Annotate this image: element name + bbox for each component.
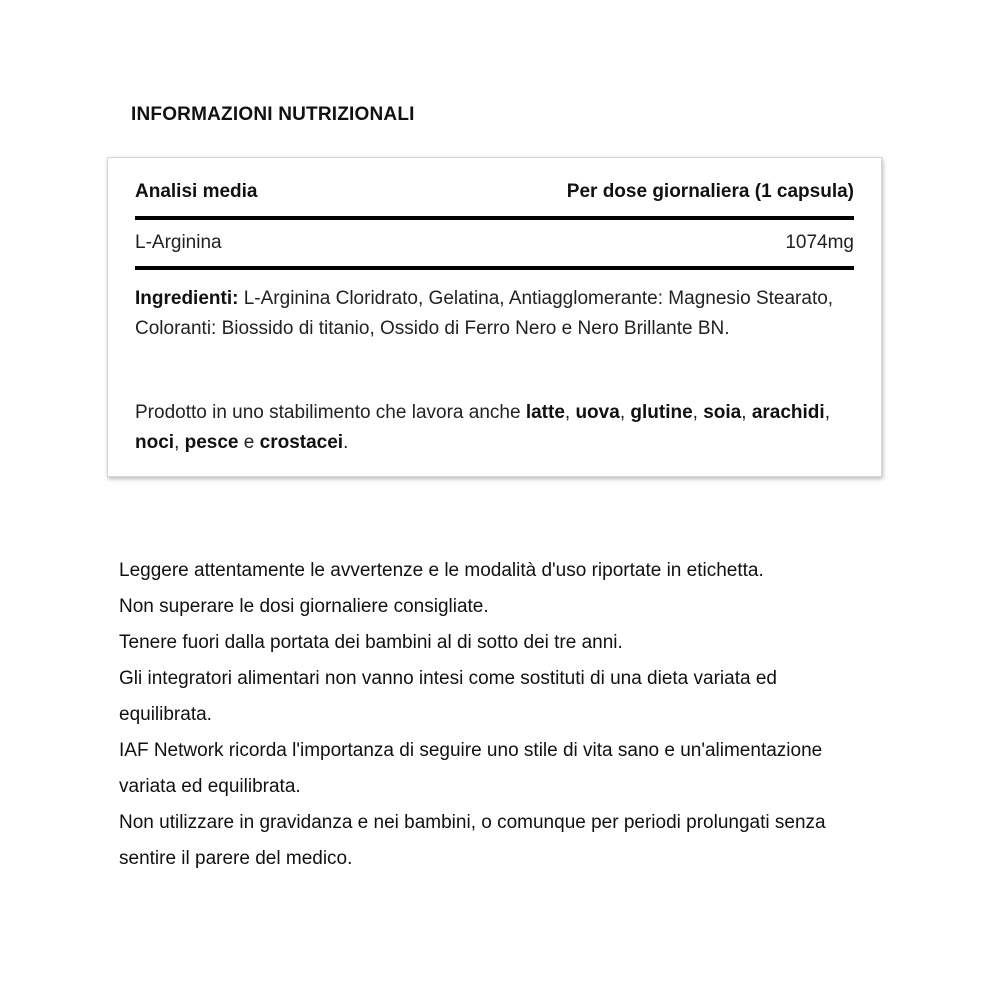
ingredients-label: Ingredienti:	[135, 288, 239, 309]
nutrient-value: 1074mg	[785, 232, 854, 253]
ingredients-paragraph	[135, 284, 854, 344]
allergen-item: arachidi	[751, 402, 825, 423]
warning-line: Gli integratori alimentari non vanno intesi come sostituti di una dieta variata ed equilibrata.	[119, 668, 777, 725]
ingredients-text: L-Arginina Cloridrato, Gelatina, Antiagglomerante: Magnesio Stearato, Coloranti: Biossido di titanio, Ossido di Ferro Nero e Nero Brillante BN.	[135, 288, 834, 339]
allergen-item: uova	[575, 402, 620, 423]
allergen-separator: ,	[692, 402, 704, 423]
warning-line: IAF Network ricorda l'importanza di seguire uno stile di vita sano e un'alimentazione variata ed equilibrata.	[119, 740, 823, 797]
allergen-item: glutine	[630, 402, 693, 423]
allergen-separator: ,	[619, 402, 631, 423]
warnings-list	[119, 553, 839, 877]
nutrient-name: L-Arginina	[135, 232, 222, 253]
allergen-conjunction: e	[238, 432, 260, 453]
allergen-item: soia	[703, 402, 742, 423]
allergen-separator: ,	[741, 402, 752, 423]
allergen-item: crostacei	[259, 432, 344, 453]
table-header-row	[135, 181, 854, 203]
warning-line: Non superare le dosi giornaliere consigliate.	[119, 596, 489, 617]
allergen-item: noci	[135, 432, 175, 453]
header-right-label: Per dose giornaliera (1 capsula)	[566, 181, 854, 202]
header-left-label: Analisi media	[135, 181, 258, 202]
allergen-intro: Prodotto in uno stabilimento che lavora anche	[135, 402, 526, 423]
allergen-item: latte	[525, 402, 565, 423]
warning-line: Tenere fuori dalla portata dei bambini al di sotto dei tre anni.	[119, 632, 623, 653]
allergen-separator: ,	[564, 402, 576, 423]
row-divider	[135, 266, 854, 270]
allergen-item: pesce	[184, 432, 239, 453]
warning-line: Leggere attentamente le avvertenze e le modalità d'uso riportate in etichetta.	[119, 560, 764, 581]
warning-line: Non utilizzare in gravidanza e nei bambini, o comunque per periodi prolungati senza sentire il parere del medico.	[119, 812, 826, 869]
table-row	[135, 232, 854, 254]
header-divider	[135, 216, 854, 220]
allergen-separator: ,	[824, 402, 830, 423]
allergen-end: .	[343, 432, 349, 453]
nutrition-info-panel	[107, 157, 882, 477]
section-title: INFORMAZIONI NUTRIZIONALI	[131, 104, 415, 125]
allergen-separator: ,	[174, 432, 185, 453]
allergen-note	[135, 398, 854, 458]
